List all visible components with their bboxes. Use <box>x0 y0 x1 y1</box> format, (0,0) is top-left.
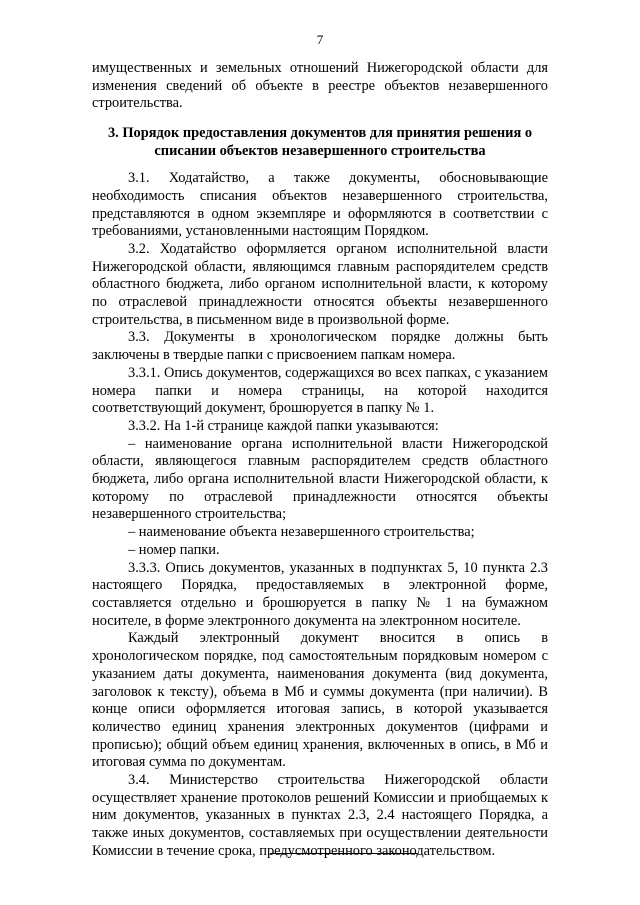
paragraph-electronic-inventory: Каждый электронный документ вносится в опись в хронологическом порядке, под самостоятельным порядковым номером с указанием даты документа, наименования документа (вид документа, заголовок к тексту), объема в Мб и суммы документа (при наличии). В конце описи оформляется итоговая запись, в которой указывается количество единиц хранения электронных документов (цифрами и прописью); общий объем единиц хранения, включенных в опись, в Мб и итоговая сумма по документам. <box>92 630 548 771</box>
paragraph-continuation: имущественных и земельных отношений Нижегородской области для изменения сведений об объекте в реестре объектов незавершенного строительства. <box>92 60 548 112</box>
paragraph-3-3-2: 3.3.2. На 1-й странице каждой папки указываются: <box>128 417 439 434</box>
paragraph-3-2: 3.2. Ходатайство оформляется органом исполнительной власти Нижегородской области, являющимся главным распорядителем средств областного бюджета, либо органом исполнительной власти, к которому по отраслевой принадлежности относятся объекты незавершенного строительства, в письменном виде в произвольной форме. <box>92 240 548 328</box>
footer-divider <box>270 853 418 854</box>
list-item-object-name: – наименование объекта незавершенного строительства; <box>128 524 475 541</box>
paragraph-3-1: 3.1. Ходатайство, а также документы, обосновывающие необходимость списания объектов незавершенного строительства, представляются в одном экземпляре и оформляются в соответствии с требованиями, установленными настоящим Порядком. <box>92 170 548 240</box>
paragraph-3-3: 3.3. Документы в хронологическом порядке должны быть заключены в твердые папки с присвоением папкам номера. <box>92 329 548 364</box>
page-number: 7 <box>316 32 324 47</box>
paragraph-3-3-3: 3.3.3. Опись документов, указанных в подпунктах 5, 10 пункта 2.3 настоящего Порядка, предоставляемых в электронной форме, составляется отдельно и брошюруется в папку № 1 на бумажном носителе, в форме электронного документа на электронном носителе. <box>92 559 548 629</box>
list-item-authority: – наименование органа исполнительной власти Нижегородской области, являющегося главным распорядителем средств областного бюджета, либо органа исполнительной власти Нижегородской области, к которому по отраслевой принадлежности относятся объекты незавершенного строительства; <box>92 435 548 523</box>
list-item-folder-number: – номер папки. <box>128 541 220 558</box>
paragraph-3-4: 3.4. Министерство строительства Нижегородской области осуществляет хранение протоколов решений Комиссии и приобщаемых к ним документов, указанных в пунктах 2.3, 2.4 настоящего Порядка, а также иных документов, составляемых при осуществлении деятельности Комиссии в течение срока, предусмотренного законодательством. <box>92 772 548 859</box>
section-title: 3. Порядок предоставления документов для принятия решения о списании объектов незавершенного строительства <box>107 125 533 159</box>
document-body <box>92 60 548 861</box>
paragraph-3-3-1: 3.3.1. Опись документов, содержащихся во всех папках, с указанием номера папки и номера страницы, на которой находится соответствующий документ, брошюруется в папку № 1. <box>92 364 548 417</box>
